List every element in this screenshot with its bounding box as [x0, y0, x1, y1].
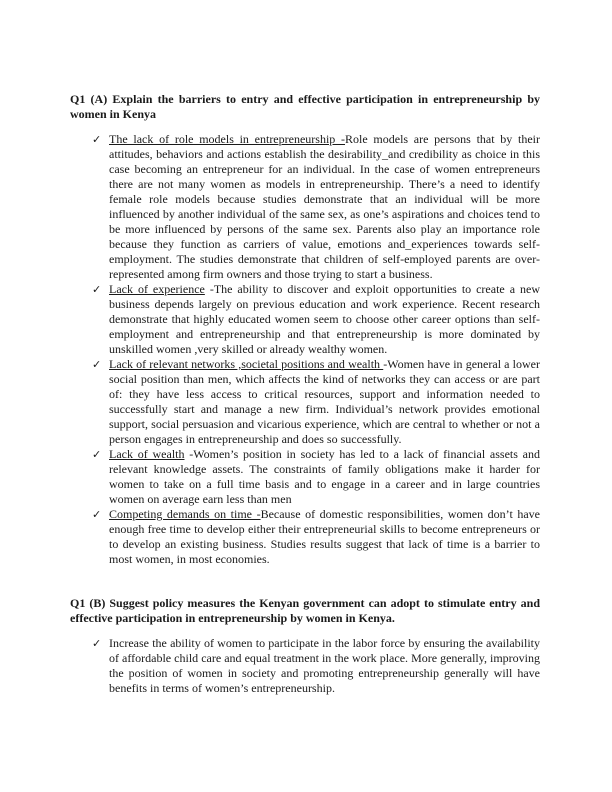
bullet-text: Increase the ability of women to participate in the labor force by ensuring the availability of affordable child care and equal treatment in the work place. More generally, improving the position of women in society and promoting entrepreneurship generally will have benefits in terms of women’s entrepreneurship. [109, 636, 540, 695]
checkmark-icon: ✓ [92, 508, 102, 521]
list-item [70, 282, 540, 357]
page-content [70, 92, 540, 696]
bullet-text: -Women’s position in society has led to a lack of financial assets and relevant knowledge assets. The constraints of family obligations make it harder for women to take on a full time basis and to engage in a career and in large countries women on average earn less than men [109, 447, 541, 506]
list-item [70, 357, 540, 447]
list-item [70, 636, 540, 696]
checkmark-icon: ✓ [92, 133, 102, 146]
checkmark-icon: ✓ [92, 283, 102, 296]
checkmark-icon: ✓ [92, 448, 102, 461]
checkmark-icon: ✓ [92, 358, 102, 371]
bullet-list-b [70, 636, 540, 696]
section-b-heading: Q1 (B) Suggest policy measures the Kenyan government can adopt to stimulate entry and effective participation in entrepreneurship by women in Kenya. [70, 596, 540, 625]
section-b [70, 596, 540, 696]
list-item [70, 447, 540, 507]
bullet-lead: Lack of relevant networks ,societal positions and wealth [109, 357, 384, 371]
bullet-list-a [70, 132, 540, 567]
list-item [70, 132, 540, 282]
bullet-lead: Lack of wealth [109, 447, 185, 461]
section-a-heading: Q1 (A) Explain the barriers to entry and effective participation in entrepreneurship by women in Kenya [70, 92, 540, 121]
bullet-lead: Lack of experience [109, 282, 205, 296]
checkmark-icon: ✓ [92, 637, 102, 650]
bullet-text: -The ability to discover and exploit opportunities to create a new business depends largely on previous education and work experience. Recent research demonstrate that highly educated women seem to choose other career options than self-employment and entrepreneurship and that entrepreneurship is more dominated by unskilled women ,very skilled or already wealthy women. [109, 282, 540, 356]
section-a [70, 92, 540, 567]
bullet-text: Because of domestic responsibilities, women don’t have enough free time to develop either their entrepreneurial skills to become entrepreneurs or to develop an existing business. Studies results suggest that lack of time is a barrier to most women, in most economies. [109, 507, 540, 566]
bullet-lead: Competing demands on time - [109, 507, 261, 521]
bullet-text: -Women have in general a lower social position than men, which affects the kind of networks they can access or are part of: they have less access to critical resources, support and information needed to successfully start and manage a new firm. Individual’s network provides emotional support, social persuasion and vicarious experience, which are central to whether or not a person engages in entrepreneurship and does so successfully. [109, 357, 540, 446]
bullet-lead: The lack of role models in entrepreneurship - [109, 132, 346, 146]
list-item [70, 507, 540, 567]
bullet-text: Role models are persons that by their attitudes, behaviors and actions establish the desirability_and credibility as choice in this case becoming an entrepreneur for an individual. In the case of women entrepreneurs there are not many women as models in entrepreneurship. There’s a need to identify female role models because studies demonstrate that an individual will be more influenced by another individual of the same sex, as one’s aspirations and choices tend to be more influenced by persons of the same sex. Parents also play an importance role because they function as carriers of value, emotions and_experiences towards self-employment. The studies demonstrate that children of self-employed parents are over-represented among firm owners and those trying to start a business. [109, 132, 541, 281]
